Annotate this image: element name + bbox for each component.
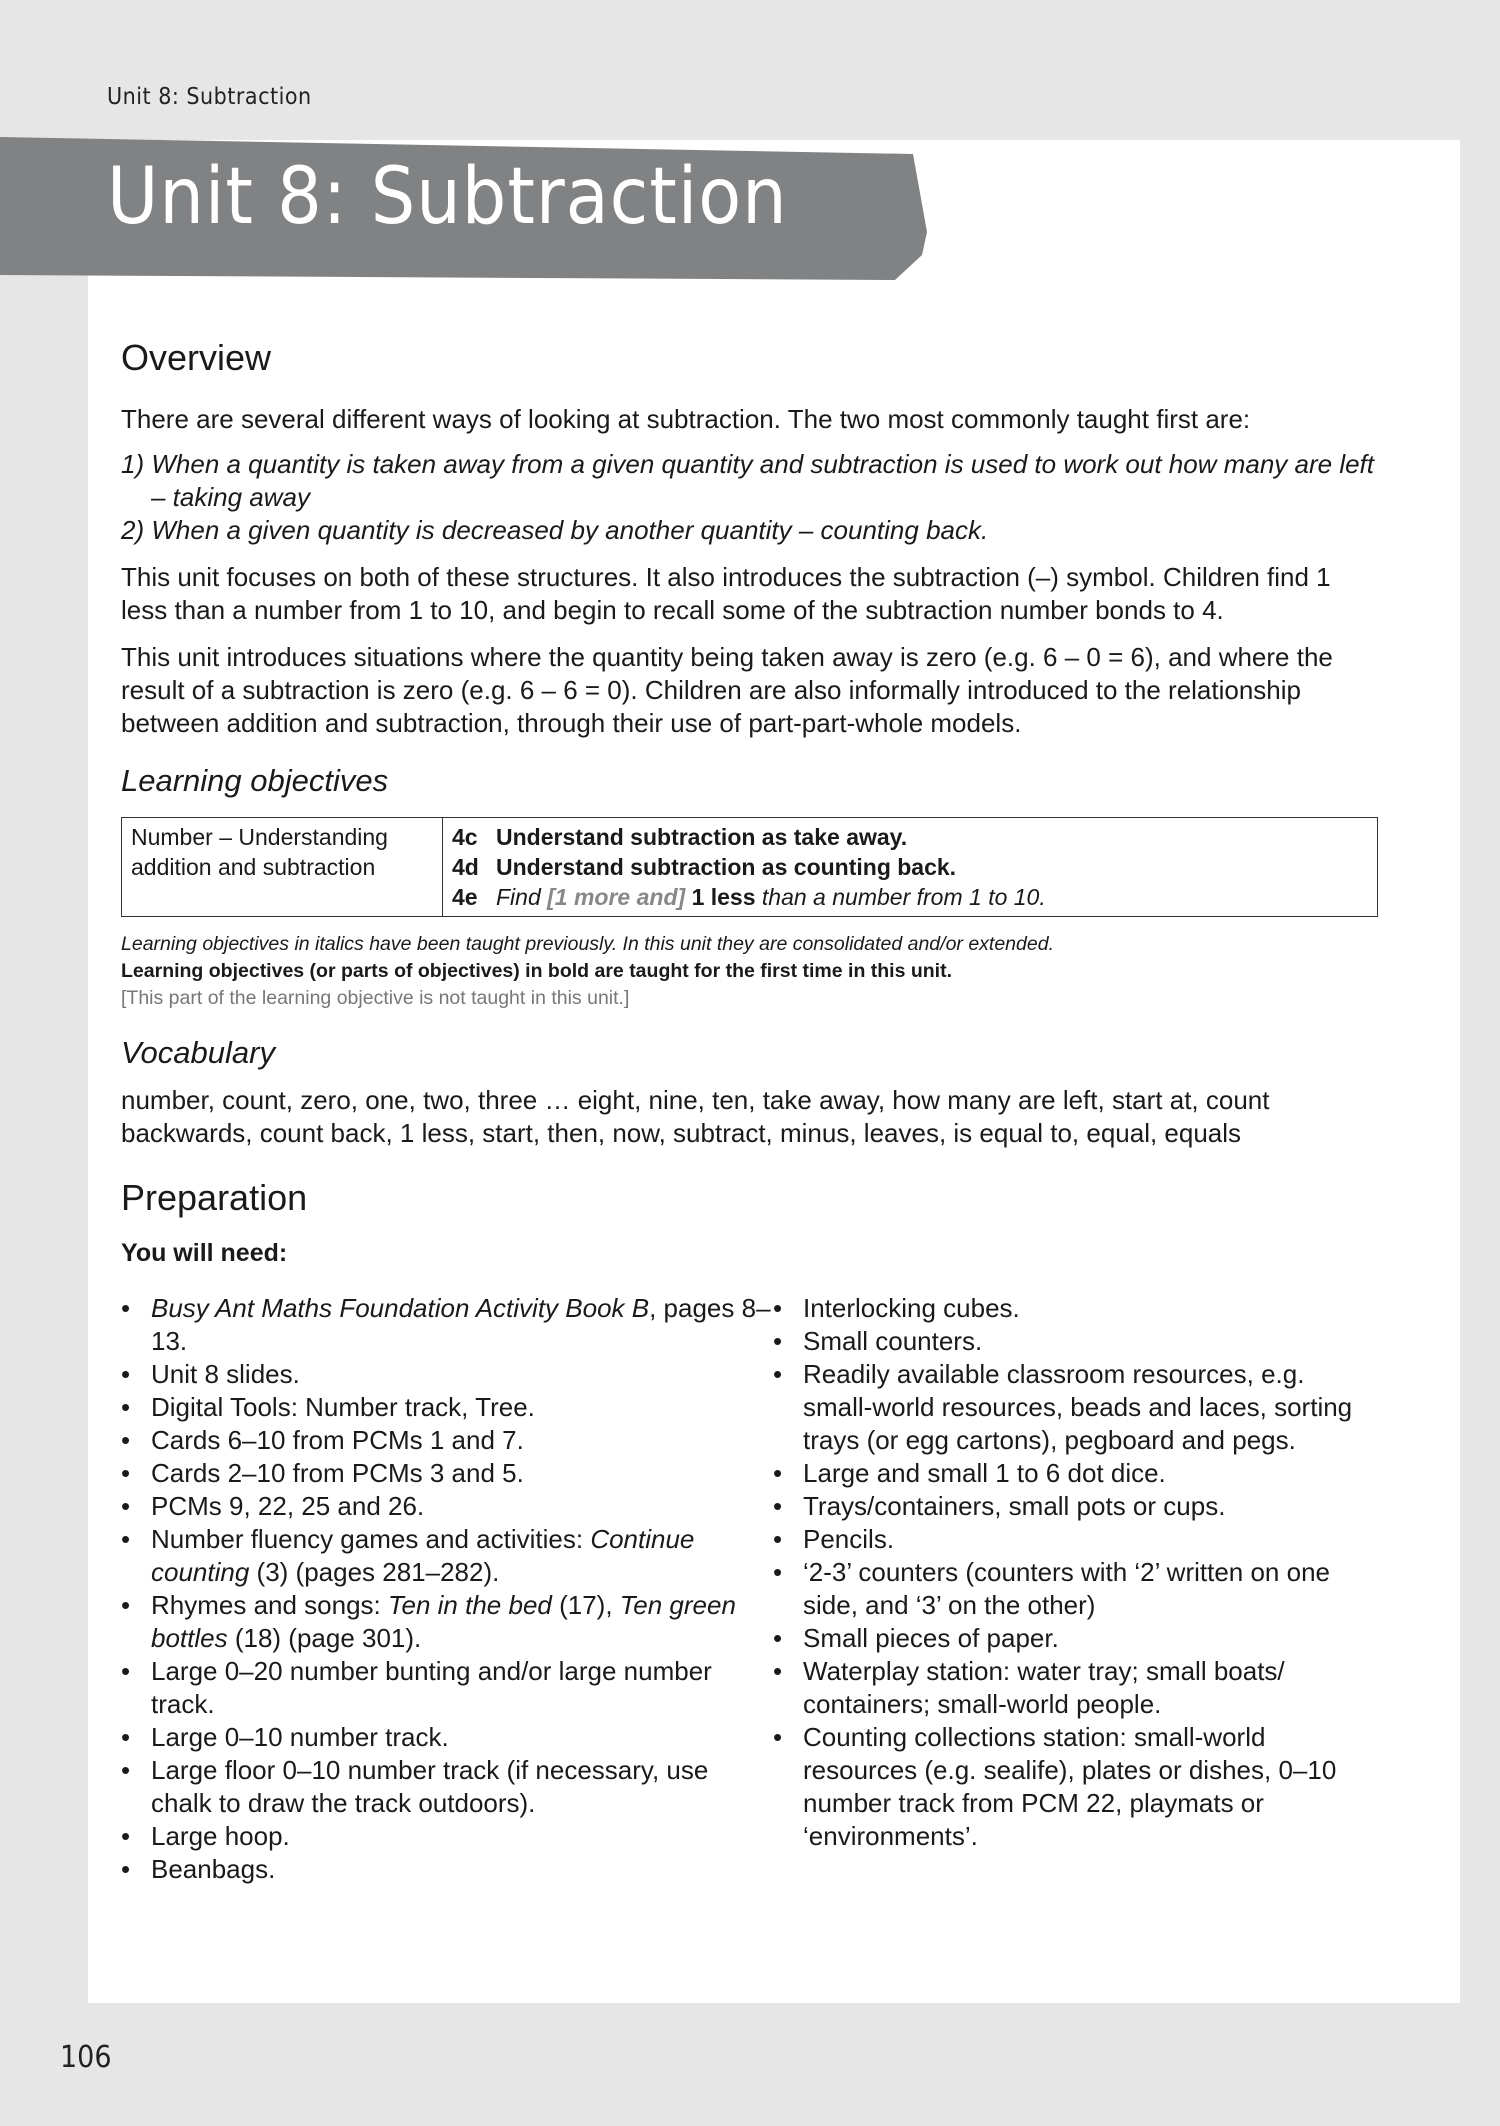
list-item: • Counting collections station: small-world resources (e.g. sealife), plates or dishes, 0–10 number track from PCM 22, playmats or ‘environments’. <box>773 1721 1373 1853</box>
list-item: • Trays/containers, small pots or cups. <box>773 1490 1373 1523</box>
resources-list-left <box>121 1292 773 1886</box>
list-item: • Large 0–20 number bunting and/or large number track. <box>121 1655 773 1721</box>
objectives-cell <box>443 818 1378 917</box>
list-item: • Cards 2–10 from PCMs 3 and 5. <box>121 1457 773 1490</box>
vocabulary-text: number, count, zero, one, two, three … eight, nine, ten, take away, how many are left, start at, count backwards, count back, 1 less, start, then, now, subtract, minus, leaves, is equal to, equal, equals <box>121 1084 1270 1148</box>
list-item: • Waterplay station: water tray; small boats/ containers; small-world people. <box>773 1655 1373 1721</box>
objective-row: 4c Understand subtraction as take away. <box>452 824 908 851</box>
key-italic-note: Learning objectives in italics have been taught previously. In this unit they are consolidated and/or extended. <box>121 933 1054 956</box>
vocabulary-heading: Vocabulary <box>121 1035 275 1071</box>
list-item: • Pencils. <box>773 1523 1373 1556</box>
objectives-key <box>121 931 1376 1012</box>
unit-title: Unit 8: Subtraction <box>107 152 788 242</box>
page-number: 106 <box>60 2040 112 2075</box>
overview-numbered-list <box>121 448 1376 547</box>
list-item: • ‘2-3’ counters (counters with ‘2’ written on one side, and ‘3’ on the other) <box>773 1556 1373 1622</box>
you-will-need-label: You will need: <box>121 1238 288 1267</box>
overview-heading: Overview <box>121 337 272 378</box>
page-content <box>121 336 1376 1886</box>
resources-list-right <box>773 1292 1373 1853</box>
list-item: 2) When a given quantity is decreased by another quantity – counting back. <box>121 515 989 546</box>
list-item: • Beanbags. <box>121 1853 773 1886</box>
list-item: • Digital Tools: Number track, Tree. <box>121 1391 773 1424</box>
key-bold-note: Learning objectives (or parts of objectives) in bold are taught for the first time in this unit. <box>121 960 953 983</box>
preparation-heading: Preparation <box>121 1176 308 1218</box>
overview-intro: There are several different ways of looking at subtraction. The two most commonly taught first are: <box>121 404 1251 435</box>
list-item: • Large 0–10 number track. <box>121 1721 773 1754</box>
list-item: • Large and small 1 to 6 dot dice. <box>773 1457 1373 1490</box>
objective-row: 4e Find [1 more and] 1 less than a number from 1 to 10. <box>452 884 1046 911</box>
list-item: • Busy Ant Maths Foundation Activity Book B, pages 8–13. <box>121 1292 773 1358</box>
resources-columns <box>121 1292 1376 1886</box>
list-item: • Large floor 0–10 number track (if necessary, use chalk to draw the track outdoors). <box>121 1754 773 1820</box>
learning-objectives-heading: Learning objectives <box>121 763 389 799</box>
key-grey-note: [This part of the learning objective is not taught in this unit.] <box>121 987 630 1010</box>
list-item: • Number fluency games and activities: Continue counting (3) (pages 281–282). <box>121 1523 773 1589</box>
list-item: • Interlocking cubes. <box>773 1292 1373 1325</box>
list-item: • Cards 6–10 from PCMs 1 and 7. <box>121 1424 773 1457</box>
list-item: • Readily available classroom resources, e.g. small-world resources, beads and laces, sorting trays (or egg cartons), pegboard and pegs. <box>773 1358 1373 1457</box>
list-item: • Small counters. <box>773 1325 1373 1358</box>
overview-paragraph: This unit focuses on both of these structures. It also introduces the subtraction (–) symbol. Children find 1 less than a number from 1 to 10, and begin to recall some of the subtraction number bonds to 4. <box>121 562 1331 626</box>
learning-objectives-table <box>121 817 1378 917</box>
list-item: • Rhymes and songs: Ten in the bed (17), Ten green bottles (18) (page 301). <box>121 1589 773 1655</box>
overview-paragraph: This unit introduces situations where the quantity being taken away is zero (e.g. 6 – 0 = 6), and where the result of a subtraction is zero (e.g. 6 – 6 = 0). Children are also informally introduced to the relationship between addition and subtraction, through their use of part-part-whole models. <box>121 642 1333 739</box>
list-item: • Unit 8 slides. <box>121 1358 773 1391</box>
list-item: • Small pieces of paper. <box>773 1622 1373 1655</box>
strand-cell: Number – Understanding addition and subtraction <box>122 818 443 917</box>
list-item: • Large hoop. <box>121 1820 773 1853</box>
list-item: • PCMs 9, 22, 25 and 26. <box>121 1490 773 1523</box>
objective-row: 4d Understand subtraction as counting back. <box>452 854 957 881</box>
running-head: Unit 8: Subtraction <box>107 84 312 110</box>
list-item: 1) When a quantity is taken away from a given quantity and subtraction is used to work out how many are left – taking away <box>121 449 1375 513</box>
